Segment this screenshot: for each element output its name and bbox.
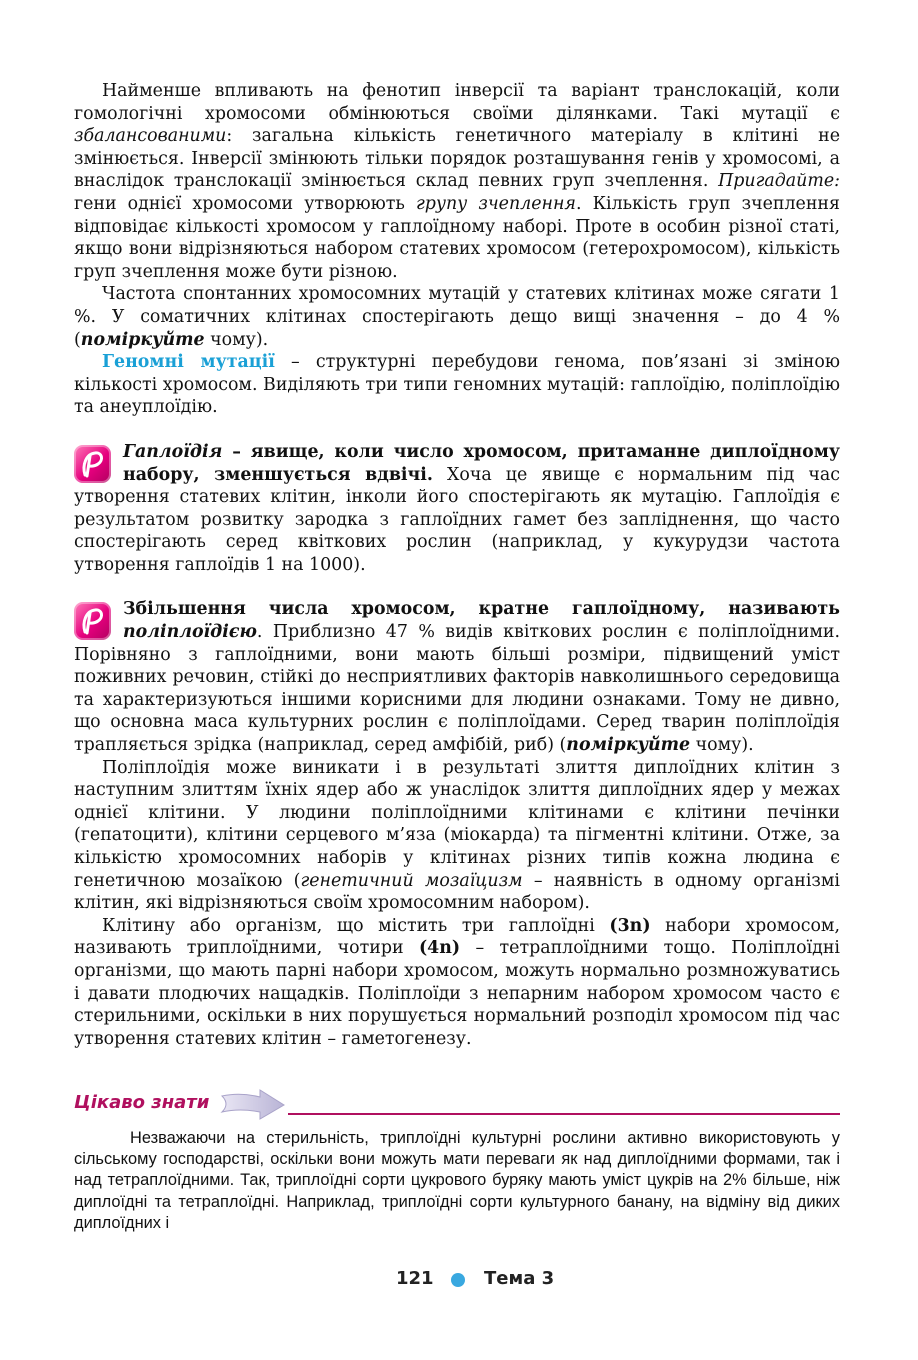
- interesting-facts-body: [74, 1128, 840, 1234]
- text: Найменше впливають на фенотип інверсії та варіант транслокацій, коли гомологічні хромосоми обмінюються своїми ділянками. Такі мутації є: [74, 81, 840, 124]
- definition-polyploidy: [74, 598, 840, 756]
- interesting-facts-text: Незважаючи на стерильність, триплоїдні культурні рослини активно використовують у сільському господарстві, оскільки вони можуть мати переваги як над диплоїдними формами, так і над тетраплоїдними. Так, триплоїдні сорти цукрового буряку мають уміст цукрів на 2% більше, ніж диплоїдні та тетраплоїдні. Наприклад, триплоїдні сорти культурного банану, на відміну від диких диплоїдних і: [74, 1129, 840, 1232]
- bullet-dot-icon: [451, 1273, 465, 1287]
- text: Частота спонтанних хромосомних мутацій у статевих клітинах може сягати 1 %. У соматичних клітинах спостерігають дещо вищі значення – до 4 % (: [74, 284, 840, 350]
- italic-term: генетичний мозаїцизм: [300, 870, 523, 891]
- paragraph-genomic-mutations: [74, 351, 840, 419]
- key-term: Геномні мутації: [102, 352, 275, 373]
- text: Поліплоїдія може виникати і в результаті злиття диплоїдних клітин з наступним злиттям їхніх ядер або ж унаслідок злиття диплоїдних ядер у межах однієї клітини. У людини поліплоїдними клітинами є клітини печінки (гепатоцити), клітини серцевого м’яза (міокарда) та пігментні клітини. Отже, за кількістю хромосомних наборів у клітинах різних типів кожна людина є генетичною мозаїкою (: [74, 757, 840, 891]
- definition-haploidy: [74, 441, 840, 577]
- italic-term: збалансованими: [74, 126, 227, 147]
- text: набори хромосом, називають триплоїдними, чотири: [74, 915, 840, 959]
- formula: (4n): [418, 938, 461, 959]
- text: . Приблизно 47 % видів квіткових рослин є поліплоїдними. Порівняно з гаплоїдними, вони мають більші розміри, підвищений уміст поживних речовин, стійкі до несприятливих факторів навколишнього середовища та характеризуються іншими корисними для людини ознаками. Тому не дивно, що основна маса культурних рослин є поліплоїдами. Серед тварин поліплоїдія трапляється зрідка (наприклад, серед амфібій, риб) (: [74, 622, 840, 756]
- definition-statement: Збільшення числа хромосом, кратне гаплоїдному, називають: [123, 599, 840, 620]
- think-label: поміркуйте: [80, 329, 205, 350]
- text: – наявність в одному організмі клітин, які відрізняються своїм хромосомним набором).: [74, 870, 840, 914]
- main-text: [74, 80, 840, 1050]
- definition-badge-icon: [74, 445, 111, 483]
- paragraph-frequency: [74, 283, 840, 351]
- interesting-facts-header: [74, 1088, 840, 1124]
- text: Хоча це явище є нормальним під час утворення статевих клітин, інколи його спостерігають як мутацію. Гаплоїдія є результатом розвитку зародка з гаплоїдних гамет без запліднення, що часто спостерігають серед квіткових рослин (наприклад, у кукурудзи частота утворення гаплоїдів 1 на 1000).: [74, 464, 840, 575]
- definition-term: поліплоїдією: [123, 622, 257, 643]
- definition-badge-icon: [74, 602, 111, 640]
- definition-text: [74, 441, 840, 577]
- text: – тетраплоїдними тощо. Поліплоїдні організми, що мають парні набори хромосом, можуть нормально розмножуватись і давати плодючих нащадків. Поліплоїди з непарним набором хромосом часто є стерильними, оскільки в них порушується нормальний розподіл хромосом під час утворення статевих клітин – гаметогенезу.: [74, 938, 840, 1049]
- page-footer: [0, 1266, 918, 1296]
- paragraph-triploid: [74, 915, 840, 1051]
- text: . Кількість груп зчеплення відповідає кількості хромосом у гаплоїдному наборі. Проте в особин різної статі, якщо вони відрізняються набором статевих хромосом (гетерохромосом), кількість груп зчеплення може бути різною.: [74, 193, 840, 282]
- arrow-right-icon: [220, 1088, 286, 1124]
- paragraph-inversions: [74, 80, 840, 283]
- recall-label: Пригадайте:: [718, 171, 840, 192]
- definition-statement: – явище, коли число хромосом, притаманне диплоїдному набору, зменшується вдвічі.: [123, 441, 840, 485]
- paragraph-polyploidy-origin: [74, 757, 840, 915]
- definition-text: [74, 598, 840, 756]
- interesting-facts-title: Цікаво знати: [74, 1092, 210, 1113]
- text: Клітину або організм, що містить три гаплоїдні: [102, 915, 610, 936]
- text: : загальна кількість генетичного матеріалу в клітині не змінюється. Інверсії змінюють тільки порядок розташування генів у хромосомі, а внаслідок транслокації змінюється склад певних груп зчеплення.: [74, 126, 840, 192]
- think-label: поміркуйте: [566, 735, 691, 756]
- divider: [288, 1113, 840, 1115]
- italic-term: групу зчеплення: [415, 193, 576, 214]
- theme-label: Тема 3: [484, 1268, 555, 1289]
- formula: (3n): [609, 915, 651, 936]
- text: чому).: [204, 329, 269, 350]
- page-number: 121: [396, 1268, 434, 1289]
- text: гени однієї хромосоми утворюють: [74, 193, 416, 214]
- definition-term: Гаплоїдія: [123, 441, 223, 462]
- text: чому).: [690, 735, 754, 756]
- text: – структурні перебудови генома, пов’язані зі зміною кількості хромосом. Виділяють три типи геномних мутацій: гаплоїдію, поліплоїдію та анеуплоїдію.: [74, 352, 840, 418]
